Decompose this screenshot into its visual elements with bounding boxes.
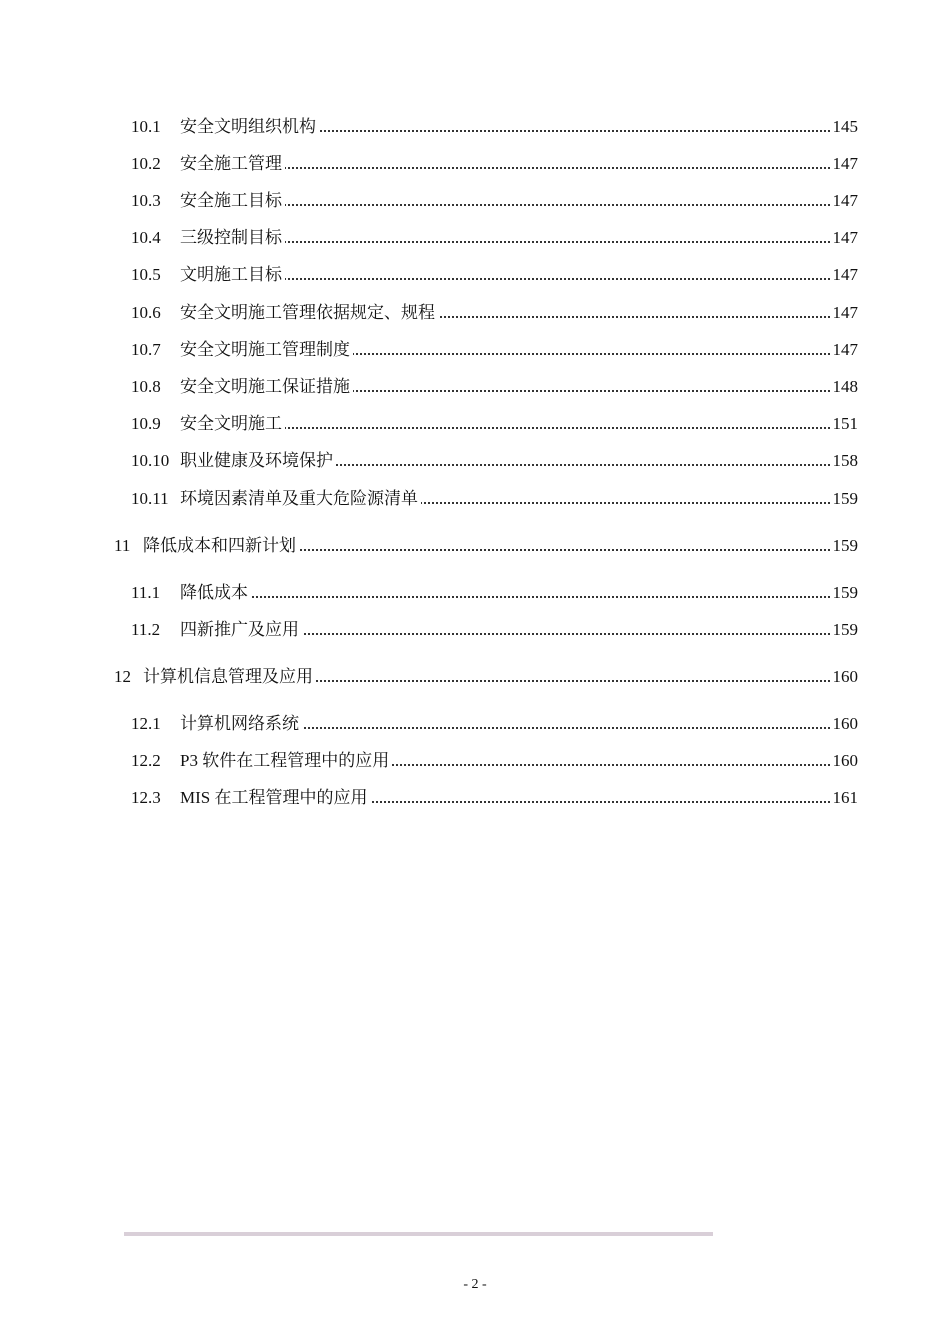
toc-entry-title: 降低成本 [180,579,251,607]
toc-entry-title: 计算机信息管理及应用 [143,663,316,691]
toc-entry-title: 四新推广及应用 [180,616,302,644]
toc-entry[interactable] [0,447,950,475]
toc-entry-number: 10.8 [131,377,161,396]
toc-entry[interactable] [0,485,950,513]
toc-entry-number: 12 [114,667,131,686]
toc-entry-title: 安全施工管理 [180,150,285,178]
toc-entry-number: 10.2 [131,154,161,173]
toc-entry-title: 安全施工目标 [180,187,285,215]
toc-entry-title: MIS 在工程管理中的应用 [180,784,370,812]
toc-entry-page: 147 [831,187,859,215]
toc-entry-number: 12.1 [131,714,161,733]
toc-entry[interactable] [0,747,950,775]
toc-entry-number: 12.3 [131,788,161,807]
toc-entry[interactable] [0,784,950,812]
footer-divider [124,1232,713,1236]
toc-entry-page: 159 [831,579,859,607]
toc-entry[interactable] [0,299,950,327]
toc-entry-page: 159 [831,532,859,560]
toc-entry[interactable] [0,663,950,691]
toc-entry-page: 161 [831,784,859,812]
toc-entry-number: 11 [114,536,131,555]
toc-entry[interactable] [0,336,950,364]
toc-dot-leader [180,596,830,598]
toc-entry-page: 160 [831,663,859,691]
toc-entry-title: 安全文明组织机构 [180,113,319,141]
toc-entry-number: 10.1 [131,117,161,136]
toc-entry[interactable] [0,532,950,560]
toc-entry[interactable] [0,410,950,438]
toc-entry[interactable] [0,710,950,738]
toc-entry-page: 147 [831,224,859,252]
toc-entry[interactable] [0,373,950,401]
toc-entry[interactable] [0,261,950,289]
toc-entry-title: 文明施工目标 [180,261,285,289]
toc-entry-number: 12.2 [131,751,161,770]
toc-entry-number: 11.2 [131,620,161,639]
toc-entry-page: 160 [831,710,859,738]
toc-entry-number: 10.9 [131,414,161,433]
toc-entry-title: 环境因素清单及重大危险源清单 [180,485,421,513]
toc-entry[interactable] [0,224,950,252]
toc-entry-title: 职业健康及环境保护 [180,447,336,475]
toc-entry-title: 安全文明施工保证措施 [180,373,353,401]
toc-entry-page: 147 [831,261,859,289]
toc-entry-title: 三级控制目标 [180,224,285,252]
toc-entry-page: 147 [831,299,859,327]
toc-entry-number: 10.6 [131,303,161,322]
toc-entry-page: 147 [831,336,859,364]
toc-entry-title: 降低成本和四新计划 [143,532,299,560]
toc-entry-number: 11.1 [131,583,161,602]
toc-entry-number: 10.11 [131,489,169,508]
toc-entry-number: 10.7 [131,340,161,359]
toc-entry-page: 148 [831,373,859,401]
toc-entry-title: P3 软件在工程管理中的应用 [180,747,392,775]
toc-entry-number: 10.10 [131,451,170,470]
toc-entry[interactable] [0,579,950,607]
toc-entry-page: 159 [831,616,859,644]
toc-entry-page: 158 [831,447,859,475]
toc-entry-number: 10.3 [131,191,161,210]
toc-entry[interactable] [0,113,950,141]
toc-entry[interactable] [0,150,950,178]
toc-entry-title: 安全文明施工 [180,410,285,438]
toc-entry[interactable] [0,616,950,644]
toc-entry-title: 安全文明施工管理依据规定、规程 [180,299,438,327]
toc-entry-page: 160 [831,747,859,775]
toc-entry-page: 147 [831,150,859,178]
toc-entry-number: 10.4 [131,228,161,247]
toc-entry-page: 151 [831,410,859,438]
toc-entry[interactable] [0,187,950,215]
toc-entry-title: 安全文明施工管理制度 [180,336,353,364]
page-number: - 2 - [463,1277,487,1292]
toc-entry-title: 计算机网络系统 [180,710,302,738]
toc-entry-page: 145 [831,113,859,141]
toc-entry-page: 159 [831,485,859,513]
toc-entry-number: 10.5 [131,265,161,284]
